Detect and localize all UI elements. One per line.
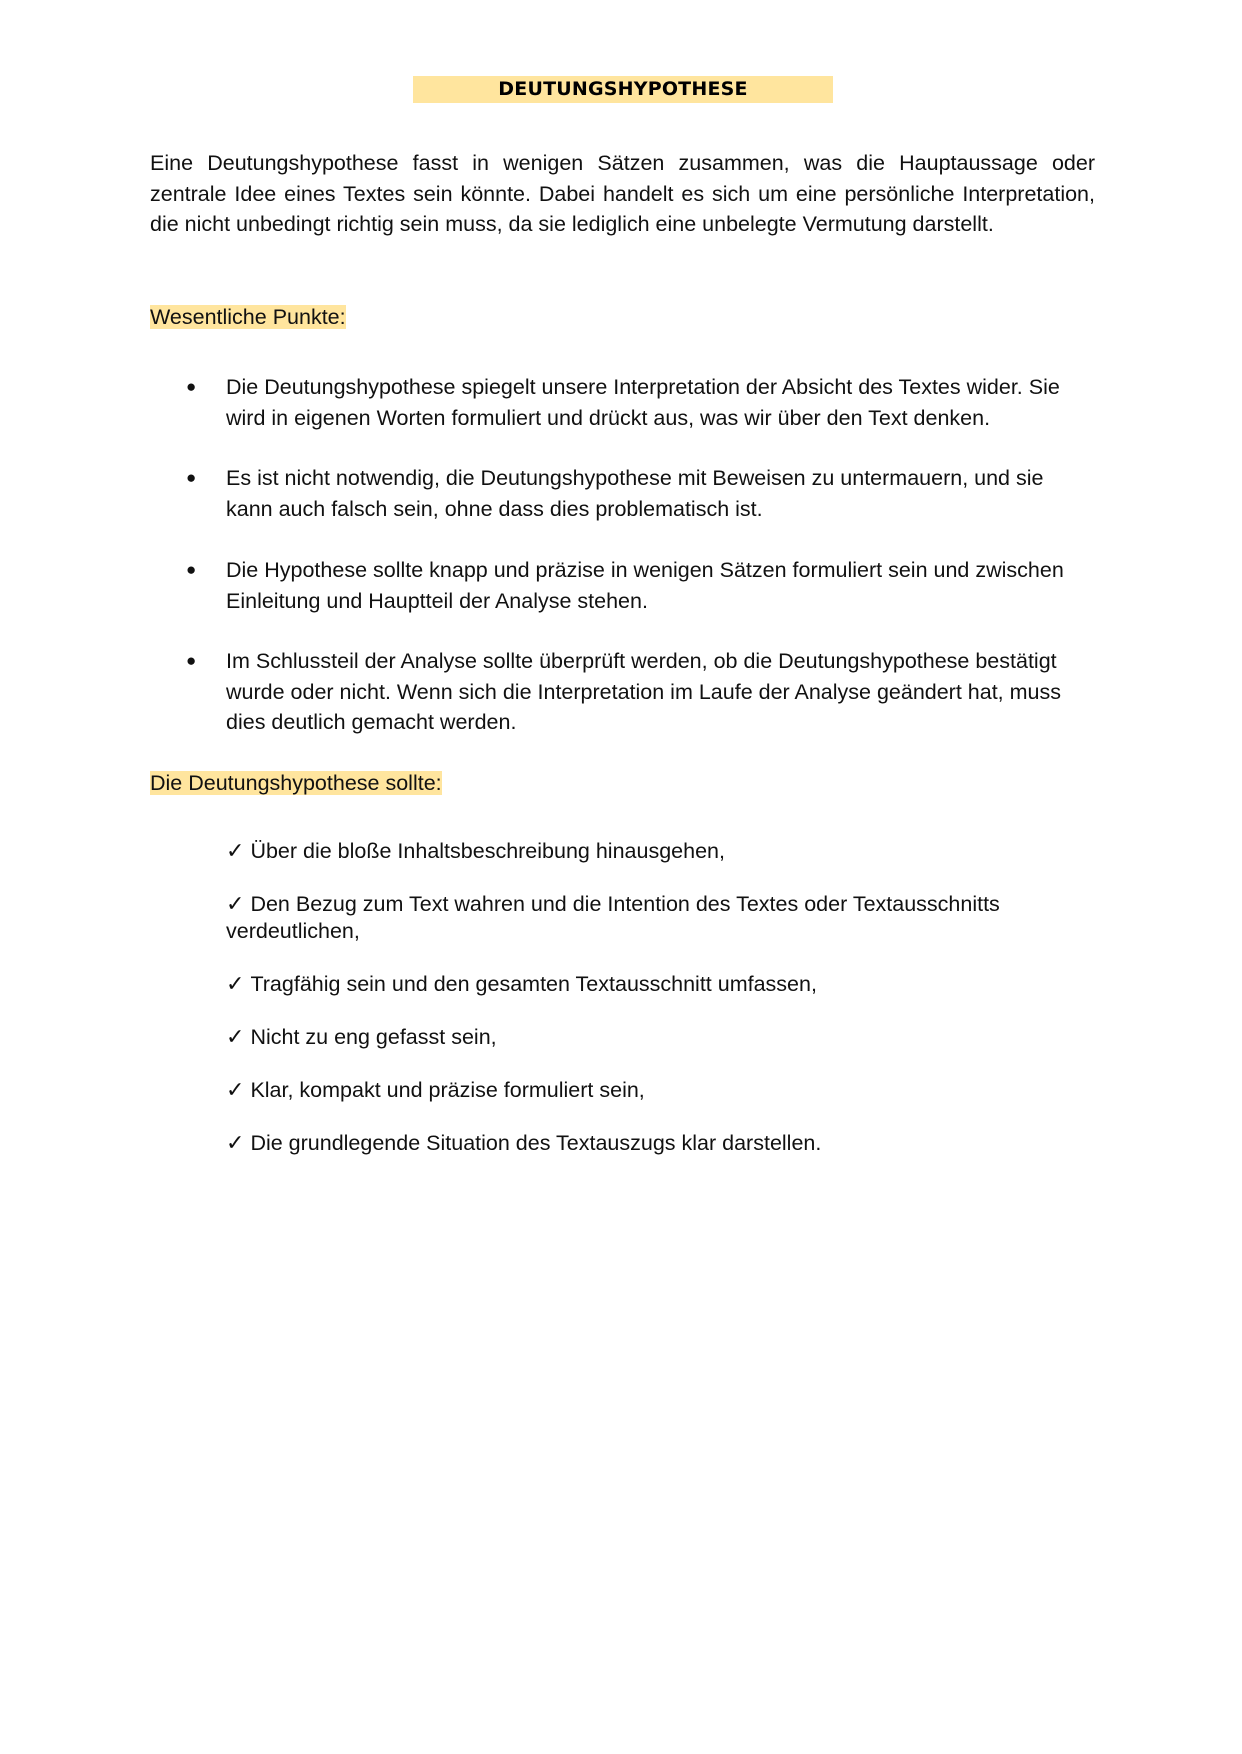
- checklist-item: [226, 838, 1086, 865]
- checkmark-icon: ✓: [226, 839, 245, 864]
- bullet-icon: ●: [186, 377, 197, 396]
- bullet-text: Die Hypothese sollte knapp und präzise in wenigen Sätzen formuliert sein und zwischen Einleitung und Hauptteil der Analyse stehen.: [226, 558, 1064, 613]
- checklist-text: Über die bloße Inhaltsbeschreibung hinausgehen,: [250, 839, 725, 863]
- checklist-text: Tragfähig sein und den gesamten Textausschnitt umfassen,: [250, 972, 817, 996]
- checklist-text: Den Bezug zum Text wahren und die Intention des Textes oder Textausschnitts verdeutlichen,: [226, 892, 1000, 943]
- checklist-item: [226, 891, 1086, 945]
- checklist-text: Klar, kompakt und präzise formuliert sein,: [250, 1078, 645, 1102]
- intro-paragraph: Eine Deutungshypothese fasst in wenigen Sätzen zusammen, was die Hauptaussage oder zentrale Idee eines Textes sein könnte. Dabei handelt es sich um eine persönliche Interpretation, die nicht unbedingt richtig sein muss, da sie lediglich eine unbelegte Vermutung darstellt.: [150, 151, 1095, 236]
- checklist-text: Die grundlegende Situation des Textauszugs klar darstellen.: [250, 1131, 822, 1155]
- section-heading-criteria: [150, 768, 442, 798]
- checklist-item: [226, 971, 1086, 998]
- bullet-icon: ●: [186, 560, 197, 579]
- checklist-item: [226, 1130, 1086, 1157]
- checklist-item: [226, 1077, 1086, 1104]
- checkmark-icon: ✓: [226, 1078, 245, 1103]
- bullet-text: Die Deutungshypothese spiegelt unsere Interpretation der Absicht des Textes wider. Sie wird in eigenen Worten formuliert und drückt aus, was wir über den Text denken.: [226, 375, 1060, 430]
- checkmark-icon: ✓: [226, 1131, 245, 1156]
- checklist-text: Nicht zu eng gefasst sein,: [250, 1025, 497, 1049]
- checklist-item: [226, 1024, 1086, 1051]
- section-heading-key-points-text: Wesentliche Punkte:: [150, 305, 346, 329]
- checkmark-icon: ✓: [226, 892, 245, 917]
- section-heading-key-points: [150, 302, 346, 332]
- checkmark-icon: ✓: [226, 1025, 245, 1050]
- checkmark-icon: ✓: [226, 972, 245, 997]
- bullet-icon: ●: [186, 468, 197, 487]
- page-title: DEUTUNGSHYPOTHESE: [498, 78, 748, 100]
- bullet-text: Es ist nicht notwendig, die Deutungshypothese mit Beweisen zu untermauern, und sie kann auch falsch sein, ohne dass dies problematisch ist.: [226, 466, 1044, 521]
- section-heading-criteria-text: Die Deutungshypothese sollte:: [150, 771, 442, 795]
- bullet-text: Im Schlussteil der Analyse sollte überprüft werden, ob die Deutungshypothese bestätigt wurde oder nicht. Wenn sich die Interpretation im Laufe der Analyse geändert hat, muss dies deutlich gemacht werden.: [226, 649, 1061, 734]
- bullet-icon: ●: [186, 651, 197, 670]
